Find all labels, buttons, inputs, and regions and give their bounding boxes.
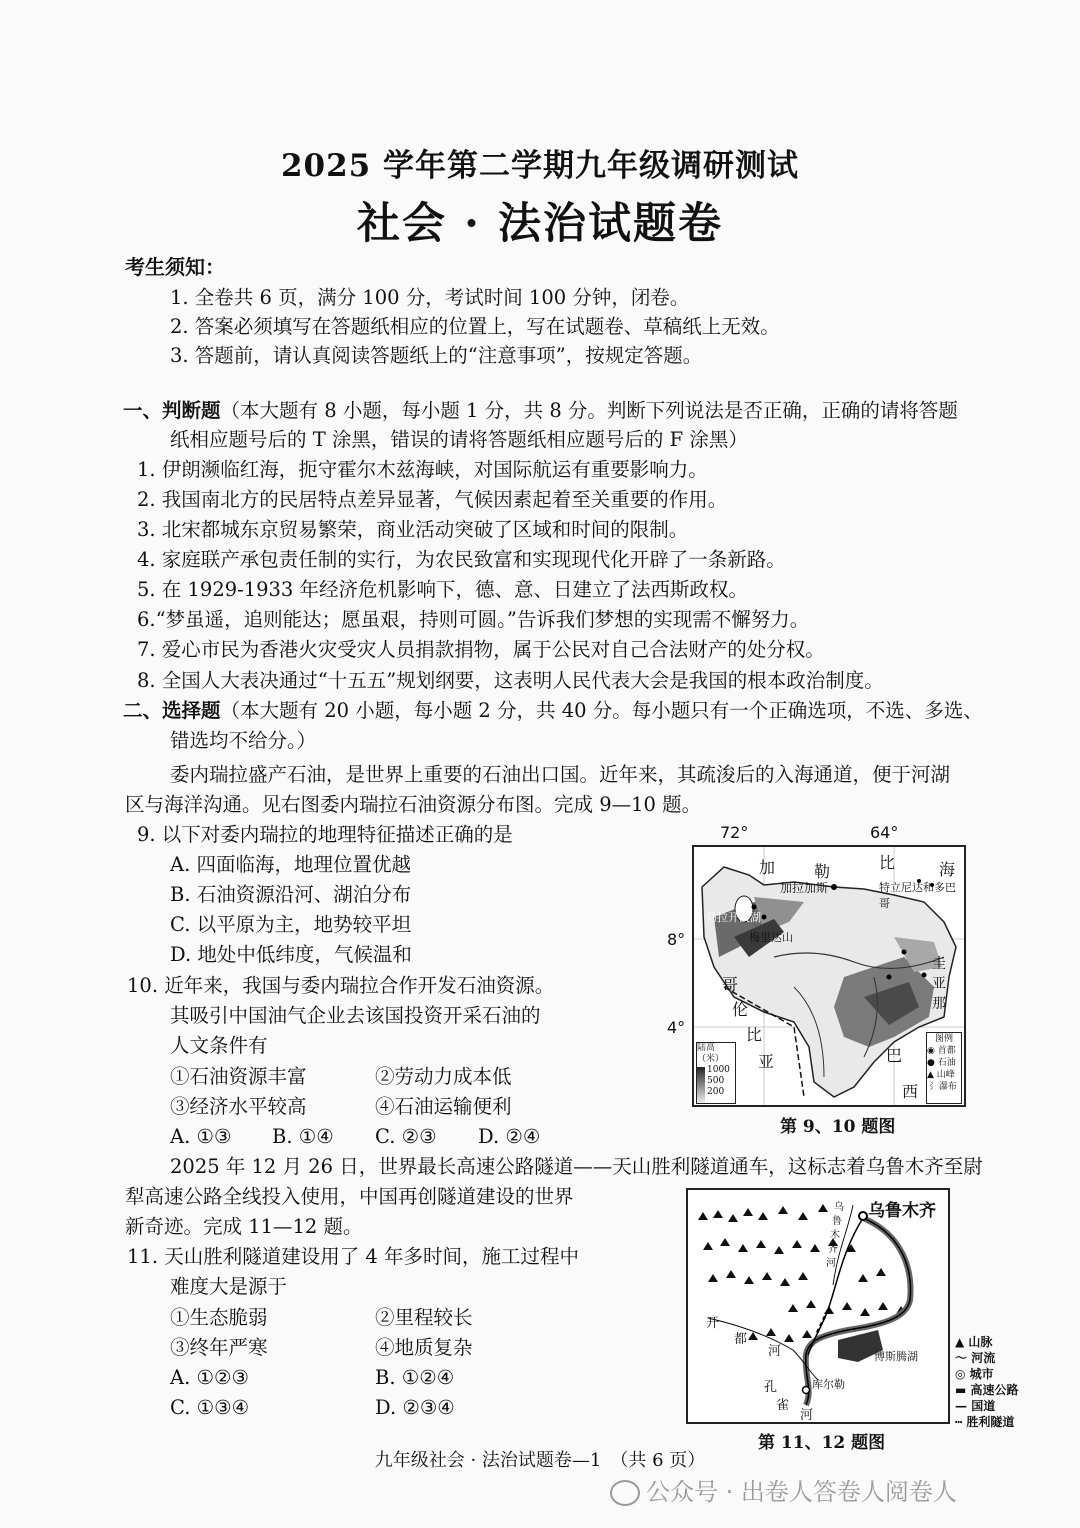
watermark-text: 公众号 · 出卷人答卷人阅卷人: [646, 1478, 957, 1506]
q9-stem: 9. 以下对委内瑞拉的地理特征描述正确的是: [137, 823, 513, 846]
judge-item: 1. 伊朗濒临红海，扼守霍尔木兹海峡，对国际航运有重要影响力。: [137, 458, 708, 481]
section2-label: 二、选择题: [123, 699, 221, 722]
legend-item: ⌇ 瀑布: [927, 1082, 957, 1092]
judge-item: 5. 在 1929-1933 年经济危机影响下，德、意、日建立了法西斯政权。: [137, 578, 749, 601]
place-label: 西: [902, 1082, 919, 1101]
q9-option: A. 四面临海，地理位置优越: [170, 853, 411, 876]
legend-label: 河流: [971, 1351, 996, 1365]
legend-item-mountain: [955, 1334, 1019, 1350]
q9-option: D. 地处中低纬度，气候温和: [170, 943, 412, 966]
elevation-legend: [696, 1042, 736, 1104]
q10-answer: D. ②④: [478, 1125, 541, 1148]
passage-venezuela-cont: 区与海洋沟通。见右图委内瑞拉石油资源分布图。完成 9—10 题。: [125, 793, 702, 816]
legend-title: 图例: [934, 1034, 953, 1044]
q11-stem: 难度大是源于: [170, 1275, 288, 1298]
river-label: 孔: [764, 1380, 778, 1395]
q11-answer: B. ①②④: [375, 1366, 455, 1389]
legend-item: ● 石油: [927, 1058, 956, 1068]
lat-label: 4°: [667, 1018, 686, 1037]
river-label: 河: [826, 1258, 836, 1269]
notice-item: 1. 全卷共 6 页，满分 100 分，考试时间 100 分钟，闭卷。: [170, 286, 690, 309]
place-label: 比: [746, 1025, 763, 1044]
river-label: 都: [734, 1332, 748, 1347]
exam-title: 2025 学年第二学期九年级调研测试: [280, 148, 800, 184]
passage-venezuela: 委内瑞拉盛产石油，是世界上重要的石油出口国。近年来，其疏浚后的入海通道，便于河湖: [170, 763, 951, 786]
judge-item: 3. 北宋都城东京贸易繁荣，商业活动突破了区域和时间的限制。: [137, 518, 689, 541]
section2-header: [123, 696, 983, 726]
q9-option: C. 以平原为主，地势较平坦: [170, 913, 412, 936]
q11-answer: A. ①②③: [170, 1366, 249, 1389]
legend-item-city: [955, 1366, 1019, 1382]
judge-item: 7. 爱心市民为香港火灾受灾人员捐款捐物，属于公民对自己合法财产的处分权。: [137, 638, 825, 661]
q9-option: B. 石油资源沿河、湖泊分布: [170, 883, 412, 906]
elevation-legend-title: 陆高（米）: [697, 1043, 725, 1064]
elevation-scale-bar: [697, 1067, 705, 1103]
place-label: 哥: [722, 975, 739, 994]
section2-desc-cont: 错选均不给分。）: [170, 729, 317, 752]
passage-tianshan: 2025 年 12 月 26 日，世界最长高速公路隧道——天山胜利隧道通车，这标志着乌鲁木齐至尉: [170, 1155, 983, 1178]
q10-answer: A. ①③: [170, 1125, 232, 1148]
road-icon: —: [955, 1399, 972, 1413]
legend-label: 高速公路: [970, 1383, 1019, 1397]
lon-label: 72°: [720, 823, 749, 842]
notice-item: 3. 答题前，请认真阅读答题纸上的“注意事项”，按规定答题。: [170, 344, 703, 367]
legend-label: 国道: [971, 1399, 996, 1413]
q10-stem: 人文条件有: [170, 1034, 268, 1057]
section2-desc: （本大题有 20 小题，每小题 2 分，共 40 分。每小题只有一个正确选项，不选、多选、: [220, 699, 983, 722]
lake-label: 马拉开波湖: [706, 911, 761, 924]
legend-item: ▲ 山峰: [927, 1070, 955, 1080]
river-label: 齐: [828, 1244, 838, 1255]
river-label: 乌: [834, 1202, 844, 1213]
q11-choice: ②里程较长: [375, 1306, 473, 1329]
q10-answer: C. ②③: [375, 1125, 437, 1148]
q10-choice: ③经济水平较高: [170, 1095, 307, 1118]
mountain-icon: ▲: [955, 1335, 969, 1349]
passage-tianshan-cont: 新奇迹。完成 11—12 题。: [125, 1215, 363, 1238]
q10-stem: 其吸引中国油气企业去该国投资开采石油的: [170, 1004, 541, 1027]
notice-heading: 考生须知：: [125, 255, 225, 279]
river-label: 木: [830, 1230, 840, 1241]
mountain-label: 梅里达山: [749, 931, 793, 944]
legend-item: ◉ 首都: [927, 1046, 956, 1056]
q10-choice: ④石油运输便利: [375, 1095, 512, 1118]
q10-stem: 10. 近年来，我国与委内瑞拉合作开发石油资源。: [127, 974, 555, 997]
legend-label: 胜利隧道: [966, 1415, 1015, 1429]
tunnel-icon: ┅: [955, 1415, 967, 1429]
place-label: 特立尼达和多巴哥: [879, 881, 956, 910]
q11-stem: 11. 天山胜利隧道建设用了 4 年多时间，施工过程中: [127, 1245, 580, 1268]
city-label: 库尔勒: [812, 1378, 845, 1391]
highway-icon: ▬: [955, 1383, 971, 1397]
place-label: 巴: [886, 1046, 903, 1065]
q11-choice: ①生态脆弱: [170, 1306, 268, 1329]
place-label: 亚: [932, 976, 946, 992]
section1-header: [123, 396, 958, 426]
judge-item: 6.“梦虽遥，追则能达；愿虽艰，持则可圆。”告诉我们梦想的实现需不懈努力。: [137, 608, 810, 631]
place-label: 海: [939, 860, 956, 879]
q11-choice: ④地质复杂: [375, 1336, 473, 1359]
place-label: 加: [759, 858, 776, 877]
lake-label: 博斯腾湖: [874, 1350, 918, 1363]
notice-item: 2. 答案必须填写在答题纸相应的位置上，写在试题卷、草稿纸上无效。: [170, 315, 780, 338]
map2-caption: 第 11、12 题图: [758, 1433, 886, 1453]
section1-label: 一、判断题: [123, 399, 221, 422]
page-footer: 九年级社会 · 法治试题卷—1 （共 6 页）: [374, 1450, 706, 1471]
place-label: 伦: [732, 1000, 749, 1019]
judge-item: 4. 家庭联产承包责任制的实行，为农民致富和实现现代化开辟了一条新路。: [137, 548, 786, 571]
legend-label: 山脉: [968, 1335, 993, 1349]
place-label: 亚: [758, 1052, 775, 1071]
river-label: 河: [768, 1344, 782, 1359]
q10-choice: ②劳动力成本低: [375, 1065, 512, 1088]
elevation-value: 500: [707, 1076, 725, 1086]
map2-legend: [955, 1334, 1019, 1430]
place-label: 勒: [814, 862, 831, 881]
section1-desc: （本大题有 8 小题，每小题 1 分，共 8 分。判断下列说法是否正确，正确的请将答题: [220, 399, 958, 422]
map-legend: [926, 1032, 962, 1104]
legend-item-tunnel: [955, 1414, 1019, 1430]
legend-item-highway: [955, 1382, 1019, 1398]
river-label: 河: [800, 1408, 814, 1423]
river-label: 雀: [776, 1398, 790, 1413]
river-icon: ～: [955, 1351, 972, 1365]
watermark: [610, 1472, 957, 1507]
elevation-value: 200: [707, 1087, 725, 1097]
legend-label: 城市: [969, 1367, 994, 1381]
capital-label: 加拉加斯: [780, 881, 829, 895]
place-label: 那: [932, 996, 946, 1012]
q10-answer: B. ①④: [272, 1125, 334, 1148]
lat-label: 8°: [667, 930, 686, 949]
wechat-icon: [610, 1480, 640, 1506]
exam-subject-title: 社会 · 法治试题卷: [357, 199, 723, 249]
q11-answer: C. ①③④: [170, 1396, 250, 1419]
q11-choice: ③终年严寒: [170, 1336, 268, 1359]
city-icon: ◎: [955, 1367, 970, 1381]
city-label-urumqi: 乌鲁木齐: [868, 1201, 936, 1221]
place-label: 比: [879, 853, 896, 872]
lon-label: 64°: [870, 823, 899, 842]
q10-choice: ①石油资源丰富: [170, 1065, 307, 1088]
judge-item: 8. 全国人大表决通过“十五五”规划纲要，这表明人民代表大会是我国的根本政治制度。: [137, 669, 884, 692]
elevation-value: 1000: [707, 1065, 730, 1075]
river-label: 开: [706, 1316, 720, 1331]
place-label: 圭: [932, 956, 946, 972]
judge-item: 2. 我国南北方的民居特点差异显著，气候因素起着至关重要的作用。: [137, 488, 728, 511]
passage-tianshan-cont: 犁高速公路全线投入使用，中国再创隧道建设的世界: [125, 1185, 574, 1208]
section1-desc-cont: 纸相应题号后的 T 涂黑，错误的请将答题纸相应题号后的 F 涂黑）: [170, 428, 748, 451]
river-label: 鲁: [832, 1216, 842, 1227]
legend-item-river: [955, 1350, 1019, 1366]
map1-caption: 第 9、10 题图: [780, 1117, 896, 1137]
q11-answer: D. ②③④: [375, 1396, 455, 1419]
venezuela-oil-map: [692, 845, 966, 1107]
tianshan-tunnel-map: [686, 1188, 950, 1424]
legend-item-national-road: [955, 1398, 1019, 1414]
